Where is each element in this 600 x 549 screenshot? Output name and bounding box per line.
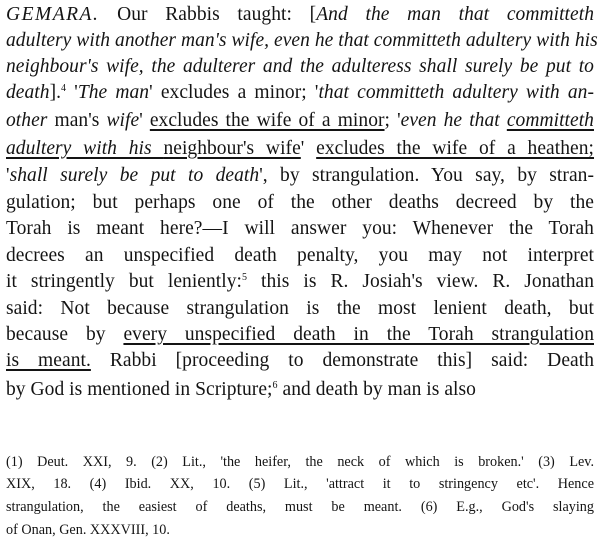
text-span: death [6,82,50,103]
text-span: neighbour's wife [163,138,301,159]
text-span: ; ' [384,110,401,131]
text-span: that committeth adultery with an- [318,82,595,103]
text-line [6,377,594,403]
text-span: excludes the wife of a minor [149,110,385,131]
text-span: shall surely be put to death [9,165,260,186]
text-span: gulation; but perhaps one of the other deaths decreed by the [6,192,594,213]
text-span: GEMARA. [6,4,100,25]
text-span: by God is mentioned in Scripture; [6,379,273,400]
text-span: ]. [49,82,62,103]
text-span: it stringently but leniently: [6,271,243,292]
text-span: ' [6,165,10,186]
footnote-ref: 6 [272,380,278,391]
text-span: ' excludes a minor; ' [149,82,319,103]
text-span: The man [77,82,150,103]
text-span: every unspecified death in the Torah strangulation [123,324,594,345]
text-line [6,108,594,134]
text-line [6,216,594,242]
footnote-line: XIX, 18. (4) Ibid. XX, 10. (5) Lit., 'attract it to stringency etc'. Hence [6,476,594,492]
text-span: Torah is meant here?—I will answer you: Whenever the Torah [6,218,594,239]
text-span: is meant. [6,350,91,371]
text-span: wife [106,110,140,131]
text-span: even he that [400,110,507,131]
footnote-ref: 5 [242,272,248,283]
text-line [6,269,594,295]
text-line [6,243,594,269]
text-span: neighbour's wife, the adulterer and the adulteress shall surely be put to [6,56,594,77]
text-span: ', by strangulation. You say, by stran- [259,165,594,186]
text-line [6,136,594,162]
text-span: Rabbi [proceeding to demonstrate this] said: Death [90,350,594,371]
text-line [6,2,594,28]
text-span: ' [300,138,317,159]
text-line [6,322,594,348]
text-line [6,190,594,216]
footnote-line: (1) Deut. XXI, 9. (2) Lit., 'the heifer, the neck of which is broken.' (3) Lev. [6,454,594,470]
text-span: man's [47,110,107,131]
text-span: adultery with his [6,138,164,159]
text-span: and death by man is also [277,379,476,400]
text-line [6,28,598,54]
text-span: ' [139,110,150,131]
footnote-line: of Onan, Gen. XXXVIII, 10. [6,522,170,538]
text-span: ' [66,82,78,103]
text-span: said: Not because strangulation is the most lenient death, but [6,298,594,319]
text-span: committeth [506,110,594,131]
text-line [6,80,594,106]
text-line [6,54,594,80]
text-span: adultery with another man's wife, even he that committeth adultery with his [6,30,598,51]
text-span: decrees an unspecified death penalty, you may not interpret [6,245,594,266]
text-span: because by [6,324,124,345]
text-line [6,348,594,374]
text-span: And the man that committeth [316,4,594,25]
text-span: other [6,110,48,131]
footnote-ref: 4 [61,83,67,94]
text-span: excludes the wife of a heathen; [316,138,595,159]
text-span: Our Rabbis taught: [ [99,4,317,25]
footnote-line: strangulation, the easiest of deaths, must be meant. (6) E.g., God's slaying [6,499,594,515]
text-span: this is R. Josiah's view. R. Jonathan [247,271,595,292]
text-line [6,296,594,322]
text-line [6,163,594,189]
